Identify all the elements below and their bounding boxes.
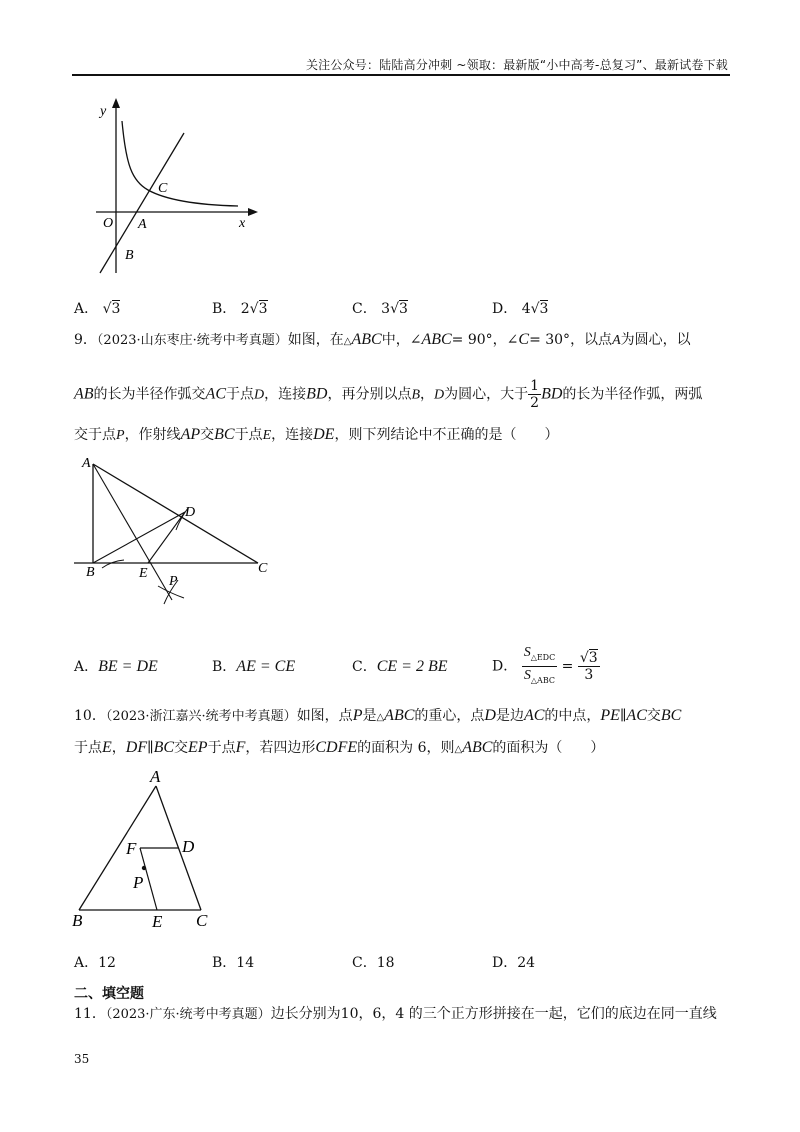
- q9-line-2: [74, 378, 702, 411]
- text: ，连接: [264, 386, 307, 403]
- y-axis-arrow: [112, 98, 120, 108]
- text: ，: [111, 740, 126, 756]
- text: ，作射线: [124, 427, 181, 443]
- text: 交于点: [74, 427, 116, 443]
- triangle-symbol: △: [454, 744, 463, 755]
- option-label: A．: [74, 301, 99, 317]
- question-source: （2023·浙江嘉兴·统考中考真题）: [105, 709, 297, 724]
- area-ratio-fraction: [522, 644, 558, 689]
- text: ，: [420, 386, 435, 403]
- text: 的面积为（ ）: [492, 740, 605, 756]
- page-number: 35: [74, 1052, 90, 1066]
- option-label: C．: [352, 659, 377, 675]
- math: E: [262, 428, 272, 443]
- radicand: 3: [588, 649, 598, 666]
- label-d: D: [182, 837, 195, 856]
- math: D: [434, 387, 445, 403]
- math: BC: [153, 739, 175, 756]
- sqrt-symbol: √: [249, 301, 259, 317]
- option-label: B．: [212, 301, 237, 317]
- option-expression: AE = CE: [236, 658, 296, 675]
- math: C: [518, 331, 530, 348]
- text: ，再分别以点: [327, 386, 412, 403]
- text: 的重心，点: [414, 708, 485, 724]
- question-number: 9．: [74, 332, 97, 348]
- math: AC: [205, 385, 226, 403]
- text: 交: [174, 740, 189, 756]
- label-d: D: [185, 505, 196, 520]
- text: 边长分别为10，6，4 的三个正方形拼接在一起，它们的底边在同一直线: [270, 1006, 717, 1022]
- x-axis-arrow: [248, 208, 258, 216]
- math: F: [235, 739, 246, 756]
- hyperbola-curve: [122, 121, 238, 206]
- q9-option-a[interactable]: [74, 656, 158, 676]
- arc-near-b: [102, 560, 124, 568]
- math: D: [254, 387, 265, 403]
- subscript: △ABC: [530, 675, 555, 685]
- question-number: 11．: [74, 1006, 106, 1022]
- math: BC: [214, 426, 235, 443]
- q8-option-c[interactable]: [352, 298, 408, 318]
- math: DE: [313, 426, 335, 443]
- math: PE: [600, 707, 620, 724]
- math: AP: [180, 426, 201, 443]
- text: 的中点，: [544, 708, 601, 724]
- label-o: O: [103, 216, 114, 231]
- q10-line-1: [74, 706, 681, 728]
- option-value: 18: [376, 955, 395, 971]
- label-e: E: [139, 566, 148, 581]
- option-coef: 2: [240, 301, 250, 317]
- text: 中，: [381, 332, 410, 348]
- text: 为圆心，大于: [444, 386, 529, 403]
- triangle-symbol: △: [376, 712, 385, 723]
- math: P: [352, 707, 363, 724]
- header-rule: [72, 74, 730, 76]
- math: BD: [541, 385, 563, 403]
- text: 交: [646, 708, 661, 724]
- text: 的面积为 6，则: [357, 740, 455, 756]
- question-source: （2023·山东枣庄·统考中考真题）: [96, 333, 288, 348]
- label-b: B: [72, 911, 83, 930]
- text: ，则下列结论中不正确的是（ ）: [334, 427, 559, 443]
- option-label: A．: [74, 659, 99, 675]
- label-b: B: [86, 565, 95, 580]
- q8-option-b[interactable]: [212, 298, 268, 318]
- straight-line: [100, 133, 184, 273]
- math: EP: [188, 739, 208, 756]
- denominator: 3: [584, 666, 594, 683]
- math: B: [411, 387, 421, 403]
- q8-option-d[interactable]: [492, 298, 548, 318]
- q10-option-d[interactable]: [492, 952, 535, 972]
- q8-option-a[interactable]: [74, 298, 120, 318]
- equals: =: [561, 658, 574, 675]
- segment-de: [148, 512, 185, 563]
- parallel-symbol: ∥: [619, 708, 627, 724]
- math: D: [484, 707, 496, 724]
- text: 为圆心，以: [620, 332, 691, 348]
- math: ABC: [421, 331, 452, 348]
- math: AC: [626, 707, 647, 724]
- q9-line-3: [74, 425, 558, 446]
- label-y: y: [100, 104, 107, 119]
- math: E: [102, 739, 112, 756]
- q10-option-b[interactable]: [212, 952, 254, 972]
- q9-option-c[interactable]: [352, 656, 448, 676]
- text: ，以点: [570, 332, 613, 348]
- q9-line-1: 9．（2023·山东枣庄·统考中考真题）如图，在△ABC中，∠ABC= 90°，∠C= 30°，以点A为圆心，以: [74, 331, 691, 348]
- fraction-half: [528, 378, 541, 411]
- text: 是边: [495, 708, 524, 724]
- option-label: A．: [74, 955, 99, 971]
- math: BC: [660, 707, 682, 724]
- option-coef: 3: [381, 301, 391, 317]
- label-p: P: [169, 574, 178, 589]
- label-p: P: [133, 873, 144, 892]
- label-c: C: [196, 911, 208, 930]
- parallel-symbol: ∥: [147, 740, 154, 756]
- numerator: [522, 644, 558, 667]
- text: 的长为半径作弧交: [93, 386, 206, 403]
- text: 交: [200, 427, 215, 443]
- text: 如图，在: [287, 332, 344, 348]
- label-a: A: [138, 217, 147, 232]
- text: ，若四边形: [245, 740, 316, 756]
- q10-line-2: [74, 738, 604, 760]
- text: 于点: [74, 740, 102, 756]
- denominator: 2: [530, 395, 540, 411]
- text: 如图，点: [296, 708, 353, 724]
- math: DF: [125, 739, 148, 756]
- numerator: √3: [579, 649, 598, 666]
- text: 于点: [234, 427, 263, 443]
- sqrt-symbol: √: [390, 301, 400, 317]
- math: S: [523, 667, 531, 683]
- radicand: 3: [539, 301, 549, 317]
- numerator: 1: [530, 378, 540, 394]
- text: 是: [362, 708, 377, 724]
- section-heading-fill-in: 二、填空题: [74, 986, 144, 1002]
- radicand: 3: [258, 301, 268, 317]
- option-expression: BE = DE: [98, 658, 158, 675]
- segment-bd: [93, 512, 185, 563]
- subscript: △EDC: [530, 652, 556, 662]
- segment-ac: [93, 464, 258, 563]
- option-value: 14: [236, 955, 255, 971]
- label-a: A: [82, 456, 91, 471]
- math: S: [523, 645, 531, 660]
- label-e: E: [152, 912, 163, 931]
- math: ABC: [384, 707, 415, 724]
- math: ABC: [462, 739, 493, 756]
- sqrt-symbol: √: [102, 301, 112, 317]
- angle-symbol: ∠: [506, 332, 519, 348]
- q9-option-b[interactable]: [212, 656, 295, 676]
- label-x: x: [239, 216, 246, 231]
- figure-q9-triangle: [72, 448, 282, 608]
- text: 于点: [207, 740, 236, 756]
- q10-option-a[interactable]: [74, 952, 116, 972]
- math: AB: [74, 385, 94, 403]
- ray-ap: [93, 464, 172, 600]
- label-c: C: [158, 181, 168, 196]
- option-label: D．: [492, 658, 518, 675]
- figure-q10-triangle: [70, 764, 230, 936]
- option-label: B．: [212, 955, 237, 971]
- denominator: [522, 667, 558, 689]
- angle-symbol: ∠: [409, 332, 422, 348]
- math: P: [116, 428, 125, 443]
- option-label: D．: [492, 301, 518, 317]
- text: 的长为半径作弧，两弧: [562, 386, 703, 403]
- math: CDFE: [315, 739, 358, 756]
- point-p: [142, 866, 146, 870]
- figure-q8-graph: [88, 95, 268, 280]
- option-label: B．: [212, 659, 237, 675]
- label-c: C: [258, 561, 268, 576]
- triangle-symbol: △: [343, 336, 352, 347]
- math-value: = 90°: [451, 332, 493, 348]
- label-a: A: [150, 767, 161, 786]
- math: A: [612, 333, 621, 348]
- option-label: C．: [352, 955, 377, 971]
- option-label: D．: [492, 955, 518, 971]
- q10-option-c[interactable]: [352, 952, 395, 972]
- option-value: 24: [517, 955, 536, 971]
- root-three-over-three: [578, 650, 600, 683]
- question-source: （2023·广东·统考中考真题）: [105, 1007, 271, 1022]
- option-value: 12: [98, 955, 116, 971]
- q9-option-d[interactable]: [492, 644, 600, 689]
- sqrt-symbol: √: [530, 301, 540, 317]
- label-f: F: [126, 839, 137, 858]
- label-b: B: [125, 248, 134, 263]
- math-value: = 30°: [529, 332, 571, 348]
- radicand: 3: [399, 301, 408, 317]
- option-coef: 4: [521, 301, 531, 317]
- text: 于点: [226, 386, 254, 403]
- math: BD: [306, 385, 328, 403]
- option-expression: CE = 2 BE: [376, 658, 448, 675]
- option-label: C．: [352, 301, 377, 317]
- question-number: 10．: [74, 708, 106, 724]
- page-header: 关注公众号：陆陆高分冲刺 ~领取：最新版“小中高考-总复习”、最新试卷下载: [305, 58, 728, 72]
- math: ABC: [351, 331, 382, 348]
- text: ，连接: [271, 427, 314, 443]
- math: AC: [523, 707, 545, 724]
- q11-line-1: [74, 1004, 717, 1025]
- radicand: 3: [111, 301, 121, 317]
